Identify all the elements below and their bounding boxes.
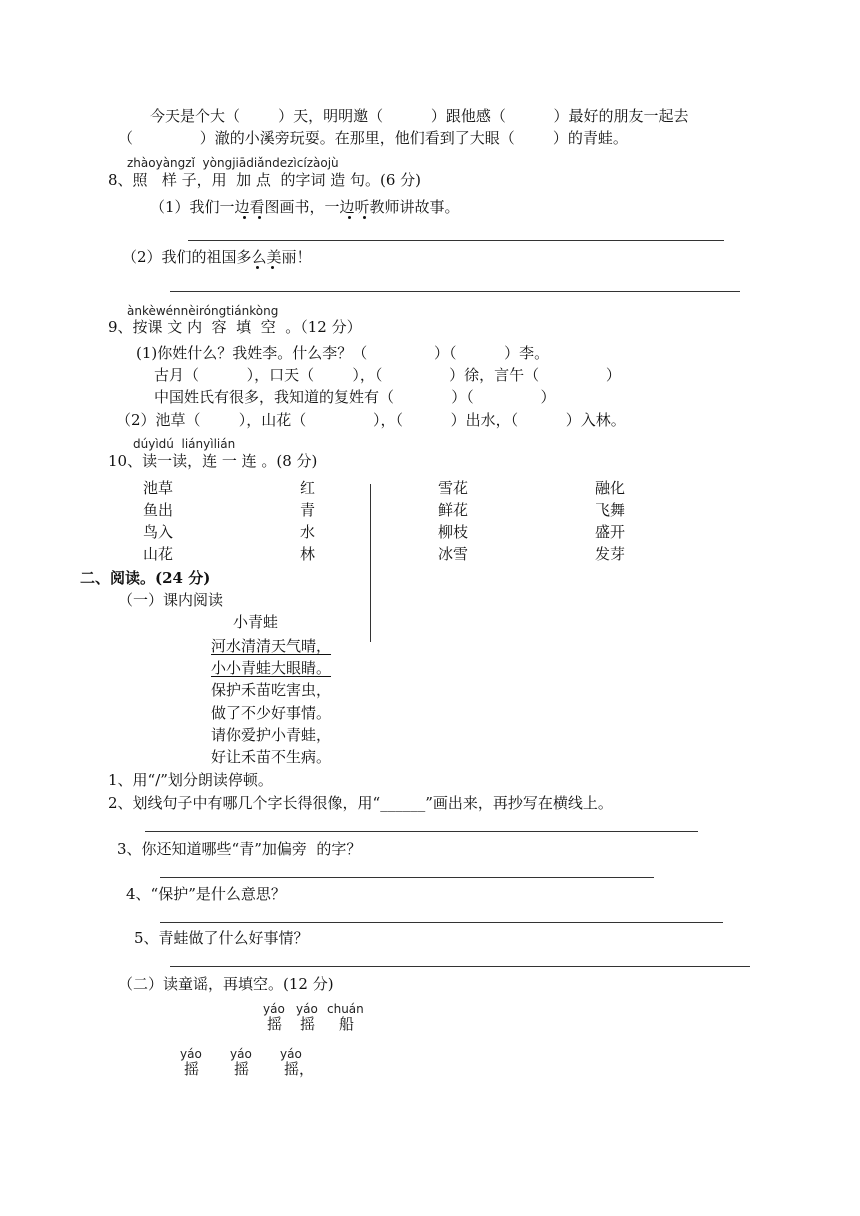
- answer-line[interactable]: [188, 240, 724, 241]
- q8-item-2: （2）我们的祖国多么美丽！: [122, 248, 312, 266]
- pinyin: yáo: [180, 1047, 202, 1061]
- answer-line[interactable]: [160, 877, 654, 878]
- passage-line-2: （ ）澈的小溪旁玩耍。在那里，他们看到了大眼（ ）的青蛙。: [118, 129, 628, 147]
- emphasis-dot: [348, 216, 351, 219]
- rhyme-title-char: 船: [339, 1015, 355, 1033]
- part-1-title: （一）课内阅读: [118, 591, 224, 609]
- q9-line-3: 中国姓氏有很多，我知道的复姓有（ ）（ ）: [154, 388, 556, 406]
- passage-line-1: 今天是个大（ ）天，明明邀（ ）跟他感（ ）最好的朋友一起去: [150, 107, 689, 125]
- match-item[interactable]: 融化: [595, 479, 626, 497]
- rhyme-char: 摇: [234, 1060, 250, 1078]
- q10-title: 10、读一读，连 一 连 。(8 分): [108, 452, 318, 470]
- q9-pinyin: ànkèwénnèiróngtiánkòng: [127, 304, 279, 318]
- match-item[interactable]: 发芽: [595, 545, 626, 563]
- emphasis-dot: [363, 216, 366, 219]
- answer-line[interactable]: [160, 922, 723, 923]
- match-item[interactable]: 池草: [143, 479, 174, 497]
- answer-line[interactable]: [145, 831, 698, 832]
- reading-question-2: 2、划线句子中有哪几个字长得很像，用“______”画出来，再抄写在横线上。: [108, 794, 613, 812]
- answer-line[interactable]: [170, 291, 740, 292]
- match-item[interactable]: 飞舞: [595, 501, 626, 519]
- match-item[interactable]: 山花: [143, 545, 174, 563]
- match-item[interactable]: 红: [300, 479, 316, 497]
- poem-line: 保护禾苗吃害虫，: [211, 681, 332, 699]
- match-item[interactable]: 鲜花: [438, 501, 469, 519]
- q9-line-4: （2）池草（ ），山花（ ），（ ）出水，（ ）入林。: [116, 411, 626, 429]
- q9-line-1: (1)你姓什么？我姓李。什么李？（ ）（ ）李。: [136, 344, 550, 362]
- match-item[interactable]: 鱼出: [143, 501, 174, 519]
- match-item[interactable]: 林: [300, 545, 316, 563]
- emphasis-dot: [256, 266, 259, 269]
- reading-question-3: 3、你还知道哪些“青”加偏旁 的字？: [117, 840, 362, 858]
- pinyin: yáo: [280, 1047, 302, 1061]
- match-item[interactable]: 雪花: [438, 479, 469, 497]
- emphasis-dot: [243, 216, 246, 219]
- poem-title: 小青蛙: [233, 613, 279, 631]
- match-item[interactable]: 柳枝: [438, 523, 469, 541]
- q8-title: 8、照 样 子，用 加 点 的字词 造 句。(6 分): [108, 171, 422, 189]
- q10-pinyin: dúyìdú liányìlián: [133, 437, 236, 451]
- match-item[interactable]: 鸟入: [143, 523, 174, 541]
- match-item[interactable]: 水: [300, 523, 316, 541]
- part-2-title: （二）读童谣，再填空。(12 分): [118, 975, 334, 993]
- q9-title: 9、按课 文 内 容 填 空 。（12 分）: [108, 318, 362, 336]
- poem-line: 做了不少好事情。: [211, 704, 332, 722]
- rhyme-char: 摇，: [284, 1060, 315, 1078]
- match-item[interactable]: 青: [300, 501, 316, 519]
- pinyin: yáo: [230, 1047, 252, 1061]
- divider: [370, 484, 371, 642]
- poem-line: 好让禾苗不生病。: [211, 748, 332, 766]
- rhyme-title-char: 摇: [267, 1015, 283, 1033]
- reading-question-5: 5、青蛙做了什么好事情？: [134, 929, 309, 947]
- q9-line-2: 古月（ ），口天（ ），（ ）徐，言午（ ）: [154, 366, 621, 384]
- section-heading: 二、阅读。(24 分): [80, 569, 211, 587]
- pinyin: yáo: [263, 1002, 285, 1016]
- q8-item-1: （1）我们一边看图画书，一边听教师讲故事。: [150, 198, 460, 216]
- poem-line: 河水清清天气晴，: [211, 637, 332, 655]
- match-item[interactable]: 盛开: [595, 523, 626, 541]
- pinyin: chuán: [327, 1002, 364, 1016]
- poem-line: 小小青蛙大眼睛。: [211, 659, 332, 677]
- pinyin: yáo: [296, 1002, 318, 1016]
- rhyme-title-char: 摇: [300, 1015, 316, 1033]
- rhyme-char: 摇: [184, 1060, 200, 1078]
- answer-line[interactable]: [170, 966, 750, 967]
- match-item[interactable]: 冰雪: [438, 545, 469, 563]
- reading-question-1: 1、用“/”划分朗读停顿。: [108, 771, 273, 789]
- poem-line: 请你爱护小青蛙，: [211, 726, 332, 744]
- q8-pinyin: zhàoyàngzǐ yòngjiādiǎndezìcízàojù: [127, 156, 339, 170]
- reading-question-4: 4、“保护”是什么意思？: [126, 885, 286, 903]
- emphasis-dot: [258, 216, 261, 219]
- emphasis-dot: [271, 266, 274, 269]
